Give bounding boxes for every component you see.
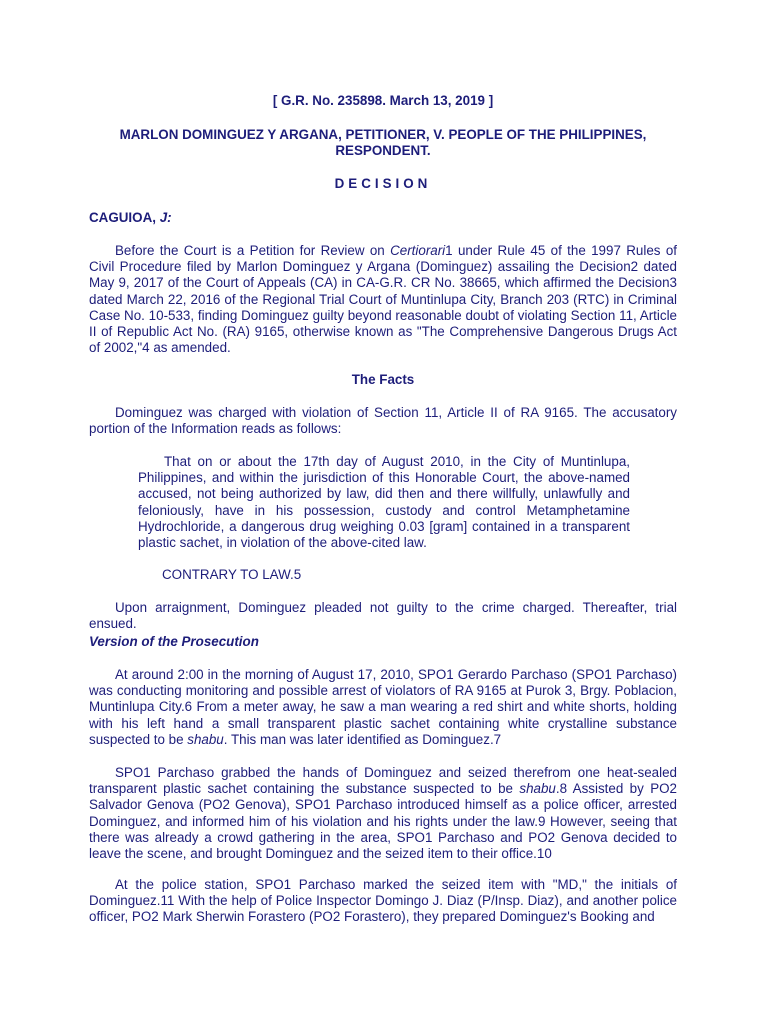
decision-label: DECISION — [334, 176, 432, 191]
prosecution-p1-italic: shabu — [187, 731, 224, 747]
case-parties: MARLON DOMINGUEZ Y ARGANA, PETITIONER, V. PEOPLE OF THE PHILIPPINES, RESPONDENT. — [119, 127, 647, 159]
ponente-name: CAGUIOA, — [89, 210, 156, 225]
facts-heading: The Facts — [351, 372, 415, 387]
intro-text-b: 1 under Rule 45 of the 1997 Rules of Civil Procedure filed by Marlon Dominguez y Argana (Dominguez) assailing the Decision2 dated May 9, 2017 of the Court of Appeals (CA) in CA-G.R. CR No. 38665, which affirmed the Decision3 dated March 22, 2016 of the Regional Trial Court of Muntinlupa City, Branch 203 (RTC) in Criminal Case No. 10-533, finding Dominguez guilty beyond reasonable doubt of violating Section 11, Article II of Republic Act No. (RA) 9165, otherwise known as "The Comprehensive Dangerous Drugs Act of 2002,"4 as amended. — [89, 243, 677, 356]
prosecution-p1-text-b: . This man was later identified as Dominguez.7 — [223, 731, 502, 747]
prosecution-p2-italic: shabu — [519, 781, 556, 797]
contrary-to-law: CONTRARY TO LAW.5 — [162, 567, 302, 582]
ponente-title: J: — [159, 210, 172, 225]
prosecution-p2-text-b: .8 Assisted by PO2 Salvador Genova (PO2 Genova), SPO1 Parchaso introduced himself as a police officer, arrested Dominguez, and informed him of his violation and his rights under the law.9 However, seeing that there was already a crowd gathering in the area, SPO1 Parchaso and PO2 Genova decided to leave the scene, and brought Dominguez and the seized item to their office.10 — [89, 781, 677, 862]
facts-paragraph-1: Dominguez was charged with violation of Section 11, Article II of RA 9165. The accusatory portion of the Information reads as follows: — [89, 405, 677, 437]
facts-paragraph-2: Upon arraignment, Dominguez pleaded not guilty to the crime charged. Thereafter, trial ensued. — [89, 600, 677, 632]
prosecution-p1-text-a: At around 2:00 in the morning of August 17, 2010, SPO1 Gerardo Parchaso (SPO1 Parchaso) was conducting monitoring and possible arrest of violators of RA 9165 at Purok 3, Brgy. Poblacion, Muntinlupa City.6 From a meter away, he saw a man wearing a red shirt and white shorts, holding with his left hand a small transparent plastic sachet containing white crystalline substance suspected to be — [89, 667, 677, 747]
prosecution-paragraph-3: At the police station, SPO1 Parchaso marked the seized item with "MD," the initials of Dominguez.11 With the help of Police Inspector Domingo J. Diaz (P/Insp. Diaz), and another police officer, PO2 Mark Sherwin Forastero (PO2 Forastero), they prepared Dominguez's Booking and — [89, 877, 677, 925]
prosecution-paragraph-1 — [89, 667, 677, 748]
case-number: [ G.R. No. 235898. March 13, 2019 ] — [272, 93, 494, 108]
information-quote: That on or about the 17th day of August 2010, in the City of Muntinlupa, Philippines, and within the jurisdiction of this Honorable Court, the above-named accused, not being authorized by law, did then and there willfully, unlawfully and feloniously, have in his possession, custody and control Metamphetamine Hydrochloride, a dangerous drug weighing 0.03 [gram] contained in a transparent plastic sachet, in violation of the above-cited law. — [138, 454, 630, 551]
prosecution-p2-text-a: SPO1 Parchaso grabbed the hands of Dominguez and seized therefrom one heat-sealed transparent plastic sachet containing the substance suspected to be — [89, 765, 677, 797]
prosecution-heading: Version of the Prosecution — [89, 634, 259, 649]
ponente — [89, 210, 677, 226]
prosecution-paragraph-2 — [89, 765, 677, 862]
intro-text-a: Before the Court is a Petition for Review on — [115, 243, 391, 258]
intro-paragraph — [89, 243, 677, 356]
intro-text-italic: Certiorari — [390, 243, 446, 258]
